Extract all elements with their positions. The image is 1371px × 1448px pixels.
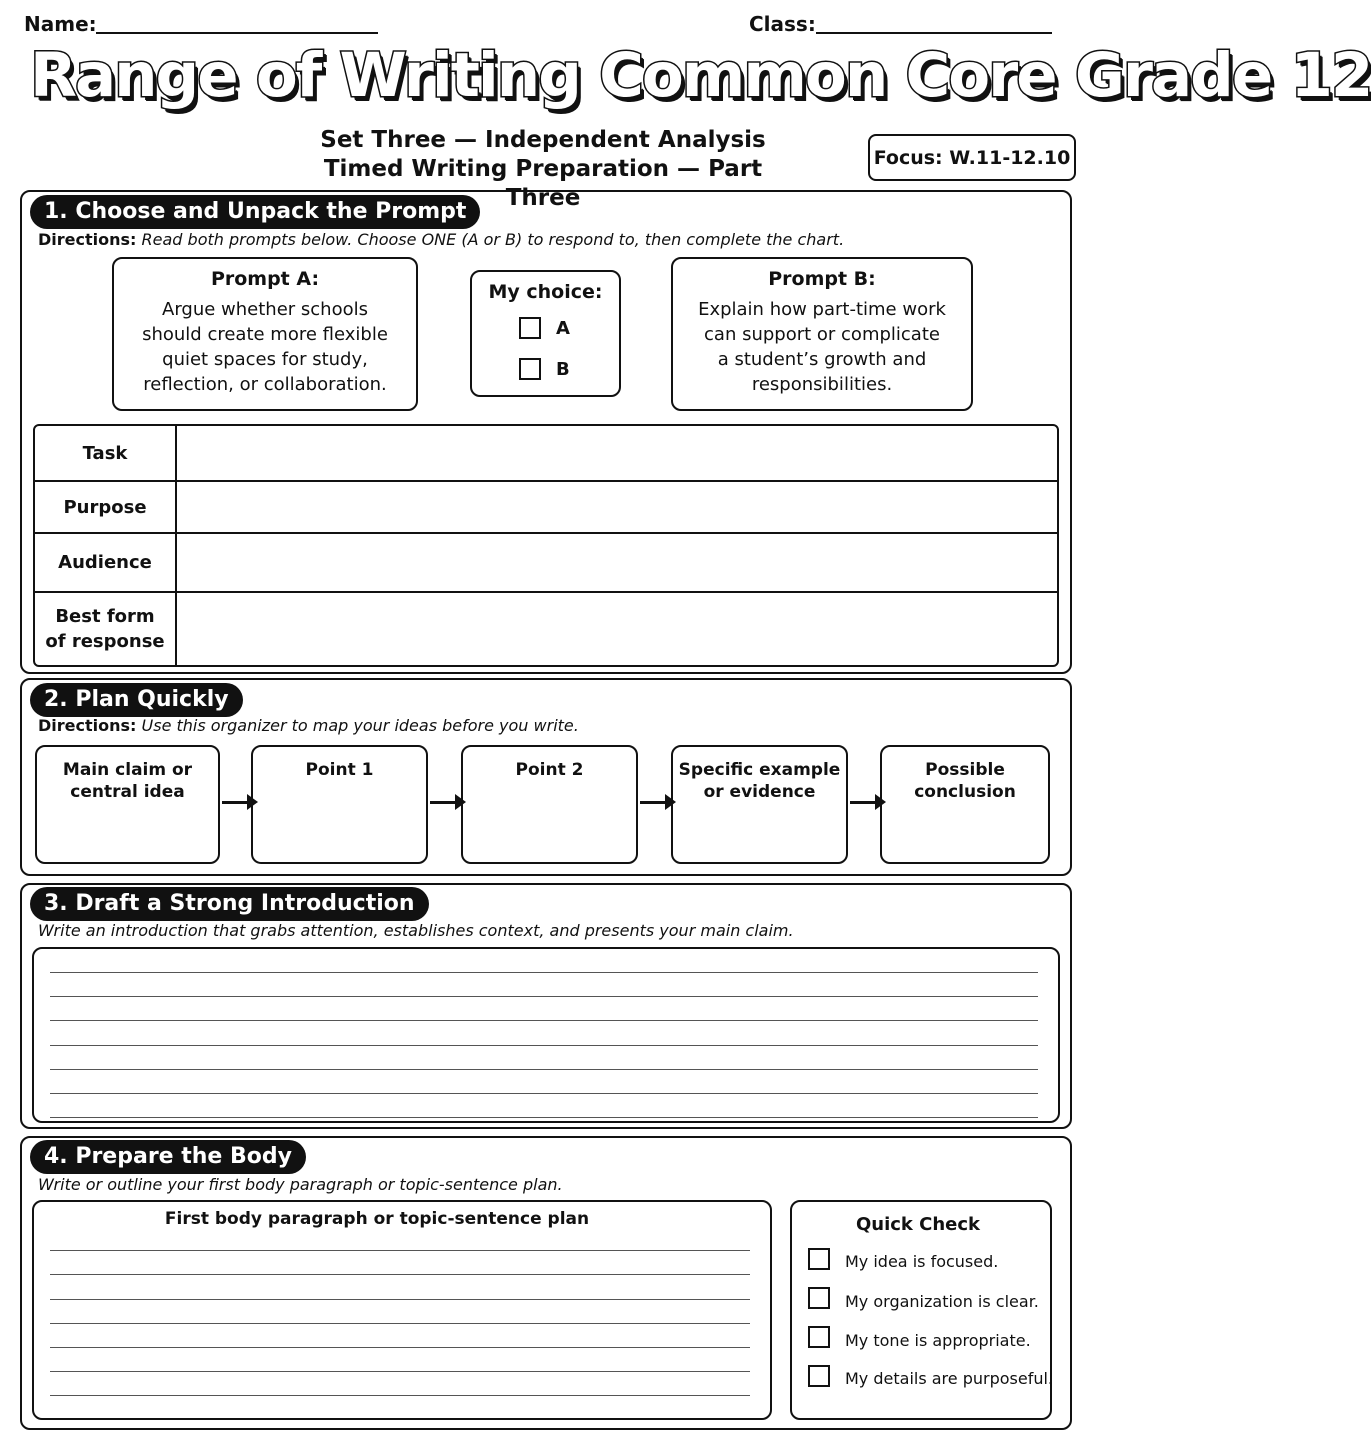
prompt-a-box bbox=[112, 257, 418, 411]
section2-directions: Directions: Use this organizer to map your ideas before you write. bbox=[38, 716, 579, 735]
chart-row-purpose bbox=[35, 482, 1057, 534]
section3-directions: Write an introduction that grabs attention, establishes context, and presents your main claim. bbox=[38, 921, 794, 940]
subtitle-line-1: Set Three — Independent Analysis bbox=[320, 127, 766, 153]
name-line[interactable] bbox=[96, 32, 378, 34]
arrow-right-icon bbox=[850, 801, 880, 804]
writing-line bbox=[50, 1323, 750, 1324]
choice-b-label: B bbox=[556, 359, 570, 380]
subtitle-line-2: Timed Writing Preparation — Part Three bbox=[323, 156, 763, 211]
section1-heading: 1. Choose and Unpack the Prompt bbox=[30, 195, 480, 229]
quick-check-checkbox[interactable] bbox=[808, 1287, 830, 1309]
chart-cell-audience[interactable] bbox=[177, 534, 1057, 591]
name-label: Name: bbox=[24, 12, 97, 36]
my-choice-box bbox=[470, 270, 621, 397]
chart-label-audience: Audience bbox=[35, 534, 177, 591]
choice-b-checkbox[interactable] bbox=[519, 358, 541, 380]
organizer-main-claim[interactable]: Main claim or central idea bbox=[35, 745, 220, 864]
chart-cell-purpose[interactable] bbox=[177, 482, 1057, 532]
focus-badge: Focus: W.11-12.10 bbox=[868, 134, 1076, 181]
chart-label-purpose: Purpose bbox=[35, 482, 177, 532]
chart-row-best-form bbox=[35, 593, 1057, 665]
prompt-a-title: Prompt A: bbox=[210, 268, 320, 290]
quick-check-checkbox[interactable] bbox=[808, 1326, 830, 1348]
writing-line bbox=[50, 1299, 750, 1300]
choice-a-checkbox[interactable] bbox=[519, 317, 541, 339]
writing-line bbox=[50, 1395, 750, 1396]
organizer-point-1[interactable]: Point 1 bbox=[251, 745, 428, 864]
writing-line bbox=[50, 1045, 1038, 1046]
quick-check-title: Quick Check bbox=[855, 1214, 981, 1235]
writing-line bbox=[50, 1117, 1038, 1118]
writing-line bbox=[50, 1093, 1038, 1094]
prompt-b-title: Prompt B: bbox=[768, 268, 876, 290]
section4-directions: Write or outline your first body paragraph or topic-sentence plan. bbox=[38, 1175, 563, 1194]
writing-line bbox=[50, 1347, 750, 1348]
organizer-point-2[interactable]: Point 2 bbox=[461, 745, 638, 864]
section3-heading: 3. Draft a Strong Introduction bbox=[30, 887, 429, 921]
my-choice-title: My choice: bbox=[488, 281, 603, 303]
arrow-right-icon bbox=[430, 801, 460, 804]
body-paragraph-title: First body paragraph or topic-sentence plan bbox=[164, 1209, 590, 1229]
writing-line bbox=[50, 1250, 750, 1251]
class-line[interactable] bbox=[816, 32, 1052, 34]
chart-row-task bbox=[35, 426, 1057, 482]
chart-label-best-form: Best form of response bbox=[35, 593, 177, 665]
organizer-evidence[interactable]: Specific example or evidence bbox=[671, 745, 848, 864]
prompt-b-box bbox=[671, 257, 973, 411]
quick-check-item: My details are purposeful. bbox=[845, 1369, 1054, 1388]
chart-cell-task[interactable] bbox=[177, 426, 1057, 480]
quick-check-checkbox[interactable] bbox=[808, 1365, 830, 1387]
section1-directions: Directions: Read both prompts below. Choose ONE (A or B) to respond to, then complete the chart. bbox=[38, 230, 845, 249]
quick-check-item: My tone is appropriate. bbox=[845, 1331, 1031, 1350]
writing-line bbox=[50, 1020, 1038, 1021]
writing-line bbox=[50, 972, 1038, 973]
prompt-a-text: Argue whether schools should create more flexible quiet spaces for study, reflection, or collaboration. bbox=[142, 299, 388, 395]
arrow-right-icon bbox=[222, 801, 252, 804]
section2-heading: 2. Plan Quickly bbox=[30, 683, 243, 717]
chart-row-audience bbox=[35, 534, 1057, 593]
writing-line bbox=[50, 996, 1038, 997]
arrow-right-icon bbox=[640, 801, 670, 804]
body-paragraph-box[interactable] bbox=[32, 1200, 772, 1420]
writing-line bbox=[50, 1371, 750, 1372]
quick-check-checkbox[interactable] bbox=[808, 1248, 830, 1270]
worksheet-title: Range of Writing Common Core Grade 12 bbox=[30, 40, 1371, 111]
writing-line bbox=[50, 1274, 750, 1275]
writing-line bbox=[50, 1069, 1038, 1070]
class-label: Class: bbox=[749, 12, 816, 36]
choice-a-label: A bbox=[556, 318, 570, 339]
quick-check-item: My idea is focused. bbox=[845, 1252, 999, 1271]
organizer-conclusion[interactable]: Possible conclusion bbox=[880, 745, 1050, 864]
unpack-chart bbox=[33, 424, 1059, 667]
quick-check-item: My organization is clear. bbox=[845, 1292, 1039, 1311]
introduction-writing-box[interactable] bbox=[32, 947, 1060, 1123]
chart-label-task: Task bbox=[35, 426, 177, 480]
section4-heading: 4. Prepare the Body bbox=[30, 1140, 306, 1174]
prompt-b-text: Explain how part-time work can support or complicate a student’s growth and responsibilities. bbox=[698, 299, 946, 395]
chart-cell-best-form[interactable] bbox=[177, 593, 1057, 665]
